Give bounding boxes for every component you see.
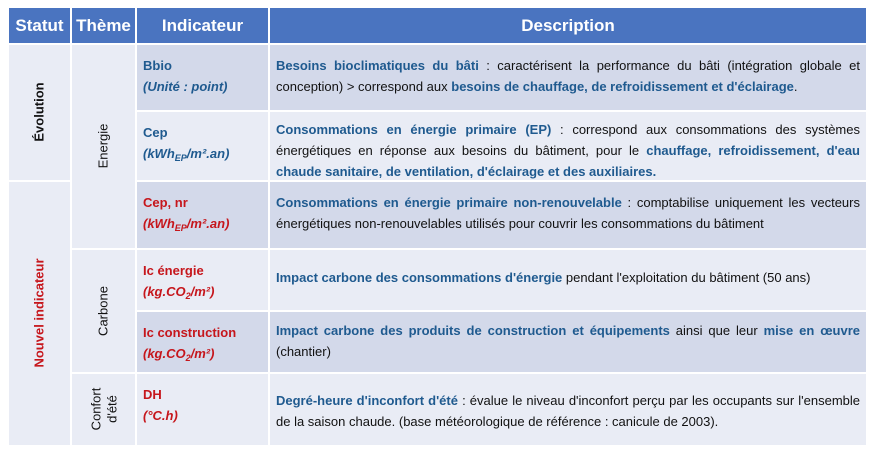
indicator-ic-construction <box>137 312 268 372</box>
theme-confort-line2: d'été <box>104 395 120 423</box>
indicator-unit: $(kg.CO_2/m^2)$ <box>143 346 215 363</box>
header-theme: Thème <box>72 8 135 43</box>
theme-energie: Energie <box>95 123 111 169</box>
header-description: Description <box>270 8 866 43</box>
indicator-name: Cep, nr <box>143 195 188 210</box>
theme-confort-cell <box>72 374 135 445</box>
indicator-unit: (°C.h) <box>143 408 178 423</box>
indicator-table <box>9 8 866 445</box>
indicator-ic-energie <box>137 250 268 310</box>
indicator-unit: (kWh$_{EP}$/m².an) <box>143 216 230 233</box>
theme-carbone-cell <box>72 250 135 372</box>
description-ic-construction: Impact carbone des produits de construction et équipements ainsi que leur mise en œuvre (chantier) <box>270 312 866 372</box>
statut-evolution: Évolution <box>31 82 47 142</box>
indicator-cep-nr <box>137 182 268 248</box>
indicator-bbio <box>137 45 268 110</box>
statut-nouvel-indicateur: Nouvel indicateur <box>31 258 47 368</box>
description-cep-nr: Consommations en énergie primaire non-renouvelable : comptabilise uniquement les vecteurs énergétiques non-renouvelables utilisés pour couvrir les consommations du bâtiment <box>270 182 866 248</box>
description-bbio: Besoins bioclimatiques du bâti : caractérisent la performance du bâti (intégration globale et conception) > correspond aux besoins de chauffage, de refroidissement et d'éclairage. <box>270 45 866 110</box>
indicator-unit: (Unité : point) <box>143 79 228 94</box>
indicator-name: Cep <box>143 125 168 140</box>
header-indicateur: Indicateur <box>137 8 268 43</box>
indicator-cep <box>137 112 268 180</box>
indicator-unit: $(kg.CO_2/m^2)$ <box>143 284 215 301</box>
theme-carbone: Carbone <box>95 286 111 336</box>
description-cep: Consommations en énergie primaire (EP) : correspond aux consommations des systèmes énergétiques en réponse aux besoins du bâtiment, pour le chauffage, refroidissement, d'eau chaude sanitaire, de ventilation, d'éclairage et des auxiliaires. <box>270 112 866 180</box>
indicator-dh <box>137 374 268 445</box>
indicator-unit: (kWh$_{EP}$/m².an) <box>143 146 230 163</box>
statut-nouvel-cell <box>9 182 70 445</box>
indicator-name: Ic construction <box>143 325 237 340</box>
description-ic-energie: Impact carbone des consommations d'énergie pendant l'exploitation du bâtiment (50 ans) <box>270 250 866 310</box>
indicator-name: Ic énergie <box>143 263 204 278</box>
description-dh: Degré-heure d'inconfort d'été : évalue le niveau d'inconfort perçu par les occupants sur l'ensemble de la saison chaude. (base météorologique de référence : canicule de 2003). <box>270 374 866 445</box>
header-statut: Statut <box>9 8 70 43</box>
theme-confort-line1: Confort <box>88 387 104 431</box>
indicator-name: DH <box>143 387 162 402</box>
indicator-name: Bbio <box>143 58 172 73</box>
theme-energie-cell <box>72 45 135 248</box>
statut-evolution-cell <box>9 45 70 180</box>
